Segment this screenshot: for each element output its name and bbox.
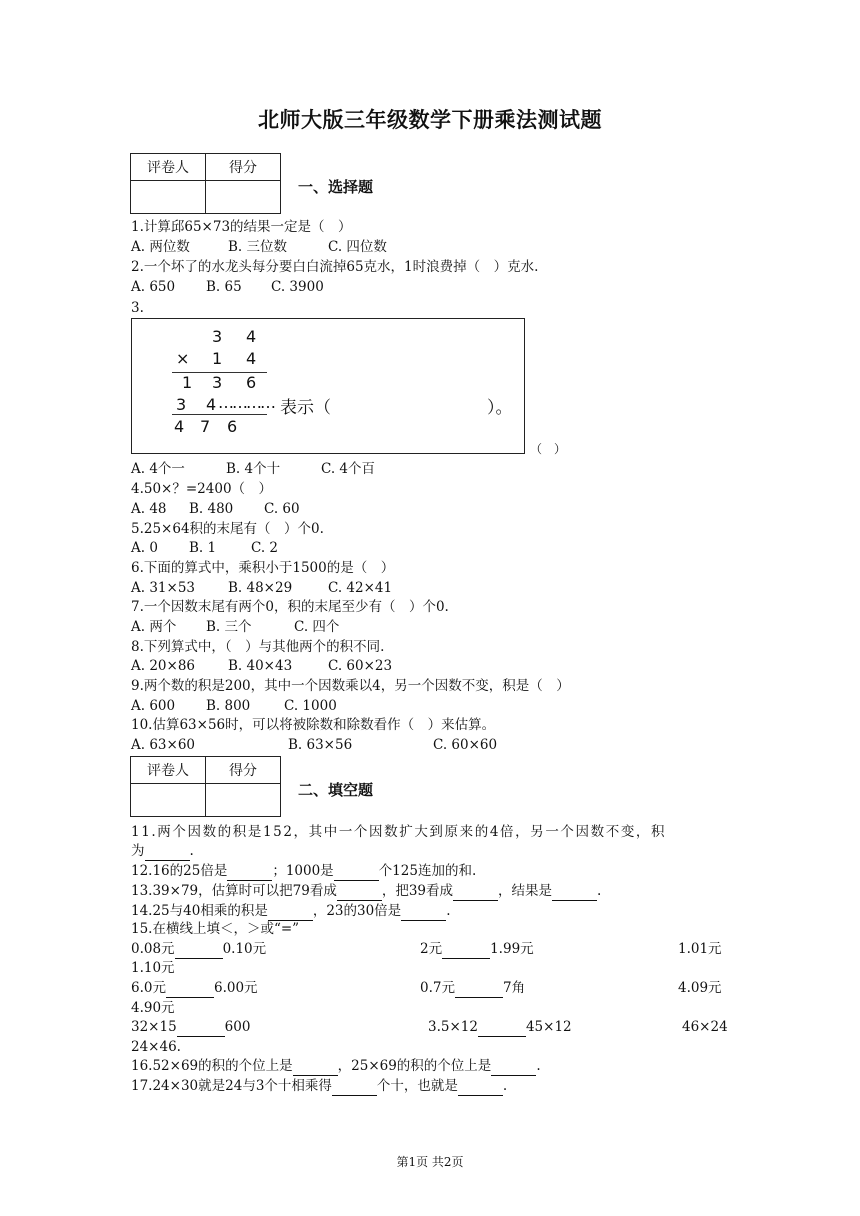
period: . [536,1058,541,1074]
question-14-text: ，23的30倍是 [312,903,402,919]
calc-digit: 7 [200,417,211,436]
page-footer: 第1页 共2页 [396,1155,464,1169]
score-table-score-cell[interactable] [206,181,281,214]
calc-digit: 4 [246,349,257,368]
score-table-grader-header: 评卷人 [131,154,206,181]
section-heading-fill: 二、填空题 [298,781,374,799]
question-14-text: 14.25与40相乘的积是 [131,903,268,919]
period: . [189,843,194,859]
answer-blank[interactable] [455,983,503,998]
compare-left: 46×24 [682,1019,728,1035]
question-2-options [131,278,324,297]
compare-right: 600 [224,1019,251,1035]
option-b[interactable]: B. 65 [206,279,242,295]
answer-blank[interactable] [401,906,446,921]
option-a[interactable]: A. 31×53 [131,580,195,596]
question-17-text: 17.24×30就是24与3个十相乘得 [131,1078,332,1094]
calc-digit: 3 [212,327,223,346]
option-c[interactable]: C. 60×60 [433,737,498,753]
compare-left: 1.01元 [678,941,722,957]
option-c[interactable]: C. 四位数 [328,239,387,255]
calc-digit: 4 [246,327,257,346]
compare-right: 1.99元 [490,941,534,957]
question-7: 7.一个因数末尾有两个0，积的末尾至少有（ ）个0. [131,599,449,615]
question-15-row-2-mid [420,979,525,998]
compare-right: 4.90元 [131,1000,175,1016]
score-table-grader-header: 评卷人 [131,757,206,784]
question-17 [131,1077,507,1096]
score-table-score-header: 得分 [206,154,281,181]
question-2: 2.一个坏了的水龙头每分要白白流掉65克水，1时浪费掉（ ）克水. [131,259,539,275]
score-table-2 [130,756,281,817]
question-13-text: 13.39×79，估算时可以把79看成 [131,883,337,899]
question-11-text: 为 [131,843,145,859]
period: . [446,903,451,919]
calc-digit: 4 [174,417,185,436]
question-15-row-1-mid [420,940,534,959]
calc-digit: 4 [206,395,217,414]
calc-digit: 3 [176,395,187,414]
question-8-options [131,657,392,676]
question-15-row-3-mid [428,1018,572,1037]
option-a[interactable]: A. 48 [131,501,167,517]
option-b[interactable]: B. 480 [189,501,234,517]
compare-right: 0.10元 [222,941,267,957]
option-c[interactable]: C. 60×23 [328,658,393,674]
question-15-row-3 [131,1018,250,1037]
option-b[interactable]: B. 三位数 [228,239,288,255]
question-4-options [131,500,300,519]
question-1: 1.计算邱65×73的结果一定是（ ） [131,219,352,235]
option-c[interactable]: C. 60 [264,501,300,517]
section-heading-choice: 一、选择题 [298,178,374,196]
question-15-row-1 [131,940,266,959]
question-5: 5.25×64积的末尾有（ ）个0. [131,521,324,537]
option-a[interactable]: A. 4个一 [131,461,185,477]
compare-right: 6.00元 [213,980,258,996]
score-table-score-header: 得分 [206,757,281,784]
option-a[interactable]: A. 20×86 [131,658,195,674]
calc-label: 表示（ [280,398,331,418]
question-10: 10.估算63×56时，可以将被除数和除数看作（ ）来估算。 [131,717,496,733]
question-16 [131,1057,541,1076]
times-sign: × [176,349,190,368]
option-a[interactable]: A. 650 [131,279,176,295]
compare-left: 3.5×12 [428,1019,478,1035]
answer-blank[interactable] [227,866,272,881]
question-17-text: 个十，也就是 [376,1078,458,1094]
option-b[interactable]: B. 63×56 [288,737,353,753]
question-6: 6.下面的算式中，乘积小于1500的是（ ） [131,560,395,576]
question-5-options [131,539,278,558]
question-9-options [131,697,337,716]
question-15: 15.在横线上填＜，＞或“=” [131,921,300,937]
question-12-text: ；1000是 [272,863,334,879]
option-b[interactable]: B. 48×29 [228,580,293,596]
answer-blank[interactable] [337,886,382,901]
calc-digit: 1 [182,373,193,392]
question-15-row-2 [131,979,258,998]
page-title: 北师大版三年级数学下册乘法测试题 [258,108,602,132]
score-table-grader-cell[interactable] [131,181,206,214]
option-a[interactable]: A. 两个 [131,619,177,635]
answer-blank[interactable] [478,1022,526,1037]
compare-left: 6.0元 [131,980,166,996]
question-3-paren: （ ） [530,442,567,456]
calc-digit: 1 [212,349,223,368]
question-1-options [131,238,387,257]
question-6-options [131,579,392,598]
calc-label-end: ）。 [487,398,513,418]
answer-blank[interactable] [175,944,223,959]
question-3: 3. [131,300,144,316]
answer-blank[interactable] [166,983,214,998]
question-16-text: 16.52×69的积的个位上是 [131,1058,293,1074]
option-b[interactable]: B. 三个 [206,619,252,635]
compare-left: 0.7元 [420,980,455,996]
compare-right: 24×46. [131,1039,181,1055]
answer-blank[interactable] [552,886,597,901]
period: . [597,883,602,899]
answer-blank[interactable] [442,944,490,959]
multiplication-figure [131,318,525,454]
question-3-options [131,460,375,479]
question-9: 9.两个数的积是200，其中一个因数乘以4，另一个因数不变，积是（ ） [131,678,570,694]
compare-right: 1.10元 [131,960,175,976]
question-12-text: 个125连加的和. [378,863,477,879]
question-16-text: ，25×69的积的个位上是 [337,1058,492,1074]
answer-blank[interactable] [177,1022,225,1037]
answer-blank[interactable] [458,1081,503,1096]
question-13-text: ，结果是 [498,883,553,899]
compare-left: 0.08元 [131,941,175,957]
question-4: 4.50×？=2400（ ） [131,481,273,497]
calc-rule-2 [172,414,267,415]
score-table-1 [130,153,281,214]
option-b[interactable]: B. 4个十 [226,461,281,477]
question-11: 11.两个因数的积是152，其中一个因数扩大到原来的4倍，另一个因数不变，积 [131,824,667,840]
question-7-options [131,618,339,637]
calc-digit: 6 [246,373,257,392]
question-10-options [131,736,497,755]
question-12-text: 12.16的25倍是 [131,863,228,879]
question-11-cont [131,842,194,861]
compare-left: 4.09元 [678,980,722,996]
compare-left: 2元 [420,941,443,957]
option-b[interactable]: B. 800 [206,698,251,714]
option-b[interactable]: B. 1 [189,540,217,556]
compare-right: 45×12 [525,1019,572,1035]
option-a[interactable]: A. 两位数 [131,239,190,255]
question-13-text: ，把39看成 [381,883,454,899]
answer-blank[interactable] [268,906,313,921]
option-c[interactable]: C. 42×41 [328,580,393,596]
score-table-grader-cell[interactable] [131,784,206,817]
calc-digit: 3 [212,373,223,392]
answer-blank[interactable] [334,866,379,881]
answer-blank[interactable] [491,1061,536,1076]
option-b[interactable]: B. 40×43 [228,658,293,674]
question-8: 8.下列算式中，（ ）与其他两个的积不同. [131,639,385,655]
answer-blank[interactable] [453,886,498,901]
score-table-score-cell[interactable] [206,784,281,817]
question-13 [131,882,601,901]
option-c[interactable]: C. 3900 [271,279,324,295]
option-a[interactable]: A. 0 [131,540,158,556]
option-c[interactable]: C. 四个 [294,619,340,635]
answer-blank[interactable] [332,1081,377,1096]
question-14 [131,902,450,921]
compare-right: 7角 [502,980,526,996]
option-a[interactable]: A. 600 [131,698,176,714]
compare-left: 32×15 [131,1019,177,1035]
question-12 [131,862,476,881]
option-a[interactable]: A. 63×60 [131,737,195,753]
option-c[interactable]: C. 1000 [284,698,337,714]
answer-blank[interactable] [145,846,190,861]
option-c[interactable]: C. 4个百 [321,461,376,477]
answer-blank[interactable] [293,1061,338,1076]
option-c[interactable]: C. 2 [251,540,279,556]
calc-digit: 6 [227,417,238,436]
calc-dots: ………… [218,393,274,412]
period: . [502,1078,508,1094]
